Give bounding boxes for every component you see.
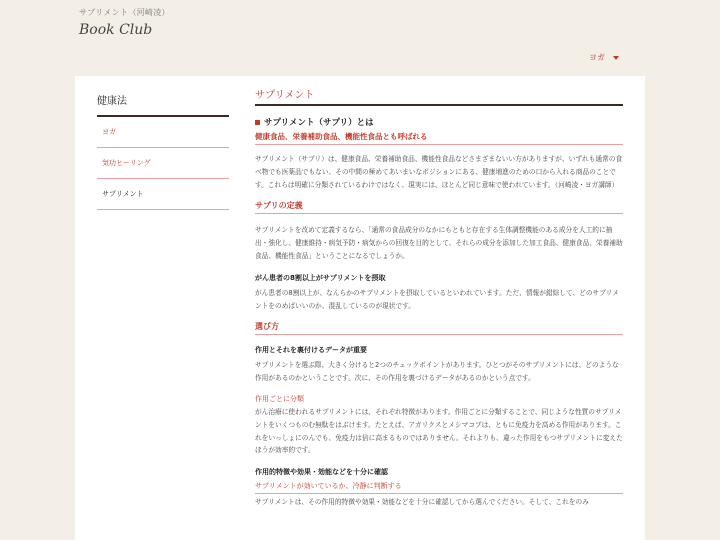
sidebar (97, 92, 229, 210)
paragraph-intro: サプリメント（サプリ）は、健康食品、栄養補助食品、機能性食品などさまざまないい方がありますが、いずれも通常の食べ物でも医薬品でもない、その中間の極めてあいまいなポジションにある、健康増進のための口から入れる商品のことです。これらは明確に分類されているわけではなく、現実には、ほとんど同じ意味で使われています。（河崎凌・ヨガ講師） (255, 155, 623, 189)
page-title: サプリメント (255, 86, 623, 106)
heading-action-data: 作用とそれを裏付けるデータが重要 (255, 346, 367, 355)
sidebar-title: 健康法 (97, 92, 229, 117)
section-subheading: 健康食品、栄養補助食品、機能性食品とも呼ばれる (255, 131, 623, 145)
sidebar-item-yoga[interactable]: ヨガ (97, 117, 229, 148)
content-card (75, 76, 645, 540)
site-logo[interactable]: Book Club (79, 22, 153, 38)
paragraph-judge: サプリメントは、その作用的特徴や効果・効能などを十分に確認してから選んでください。そして、これをのみ (255, 498, 589, 507)
site-tagline: サプリメント（河崎凌） (79, 8, 170, 17)
heading-definition: サプリの定義 (255, 200, 623, 214)
section-heading-text: サプリメント（サプリ）とは (264, 118, 374, 128)
heading-cancer-patients: がん患者の8割以上がサプリメントを摂取 (255, 273, 386, 282)
main-content (255, 86, 623, 509)
heading-judge-calmly: サプリメントが効いているか、冷静に判断する (255, 481, 623, 494)
top-nav-item-yoga[interactable]: ヨガ (589, 53, 605, 62)
paragraph-action-data: サプリメントを選ぶ際、大きく分けると2つのチェックポイントがあります。ひとつがそのサプリメントには、どのような作用があるのかということです。次に、その作用を裏づけるデータがあるのかという点です。 (255, 361, 619, 383)
section-heading-what-is (255, 116, 623, 128)
top-nav[interactable] (589, 52, 619, 63)
paragraph-cancer-patients: がん患者の8割以上が、なんらかのサプリメントを摂取しているといわれています。ただ、情報が錯綜して、どのサプリメントをのめばいいのか、混乱しているのが現状です。 (255, 288, 619, 310)
heading-check-effects: 作用的特徴や効果・効能などを十分に確認 (255, 468, 388, 477)
chevron-down-icon[interactable] (613, 56, 619, 60)
paragraph-classify: がん治療に使われるサプリメントには、それぞれ特徴があります。作用ごとに分類することで、同じような性質のサプリメントをいくつものむ無駄をはぶけます。たとえば、アガリクスとメシマコブは、ともに免疫力を高める作用があります。これをいっしょにのんでも、免疫力は倍に高まるものではありません。それよりも、違った作用をもつサプリメントに変えたほうが効率的です。 (255, 407, 623, 455)
sidebar-item-supplement[interactable]: サプリメント (97, 179, 229, 210)
heading-classify: 作用ごとに分類 (255, 394, 304, 403)
sidebar-item-qigong[interactable]: 気功ヒーリング (97, 148, 229, 179)
square-bullet-icon (255, 120, 260, 125)
heading-how-to-choose: 選び方 (255, 321, 623, 335)
paragraph-definition: サプリメントを改めて定義するなら、「通常の食品成分のなかにもともと存在する生体調整機能のある成分を人工的に抽出・強化し、健康維持・病気予防・病気からの回復を目的として、それらの成分を添加した加工食品、健康食品、栄養補助食品、機能性食品」ということになるでしょうか。 (255, 226, 623, 260)
